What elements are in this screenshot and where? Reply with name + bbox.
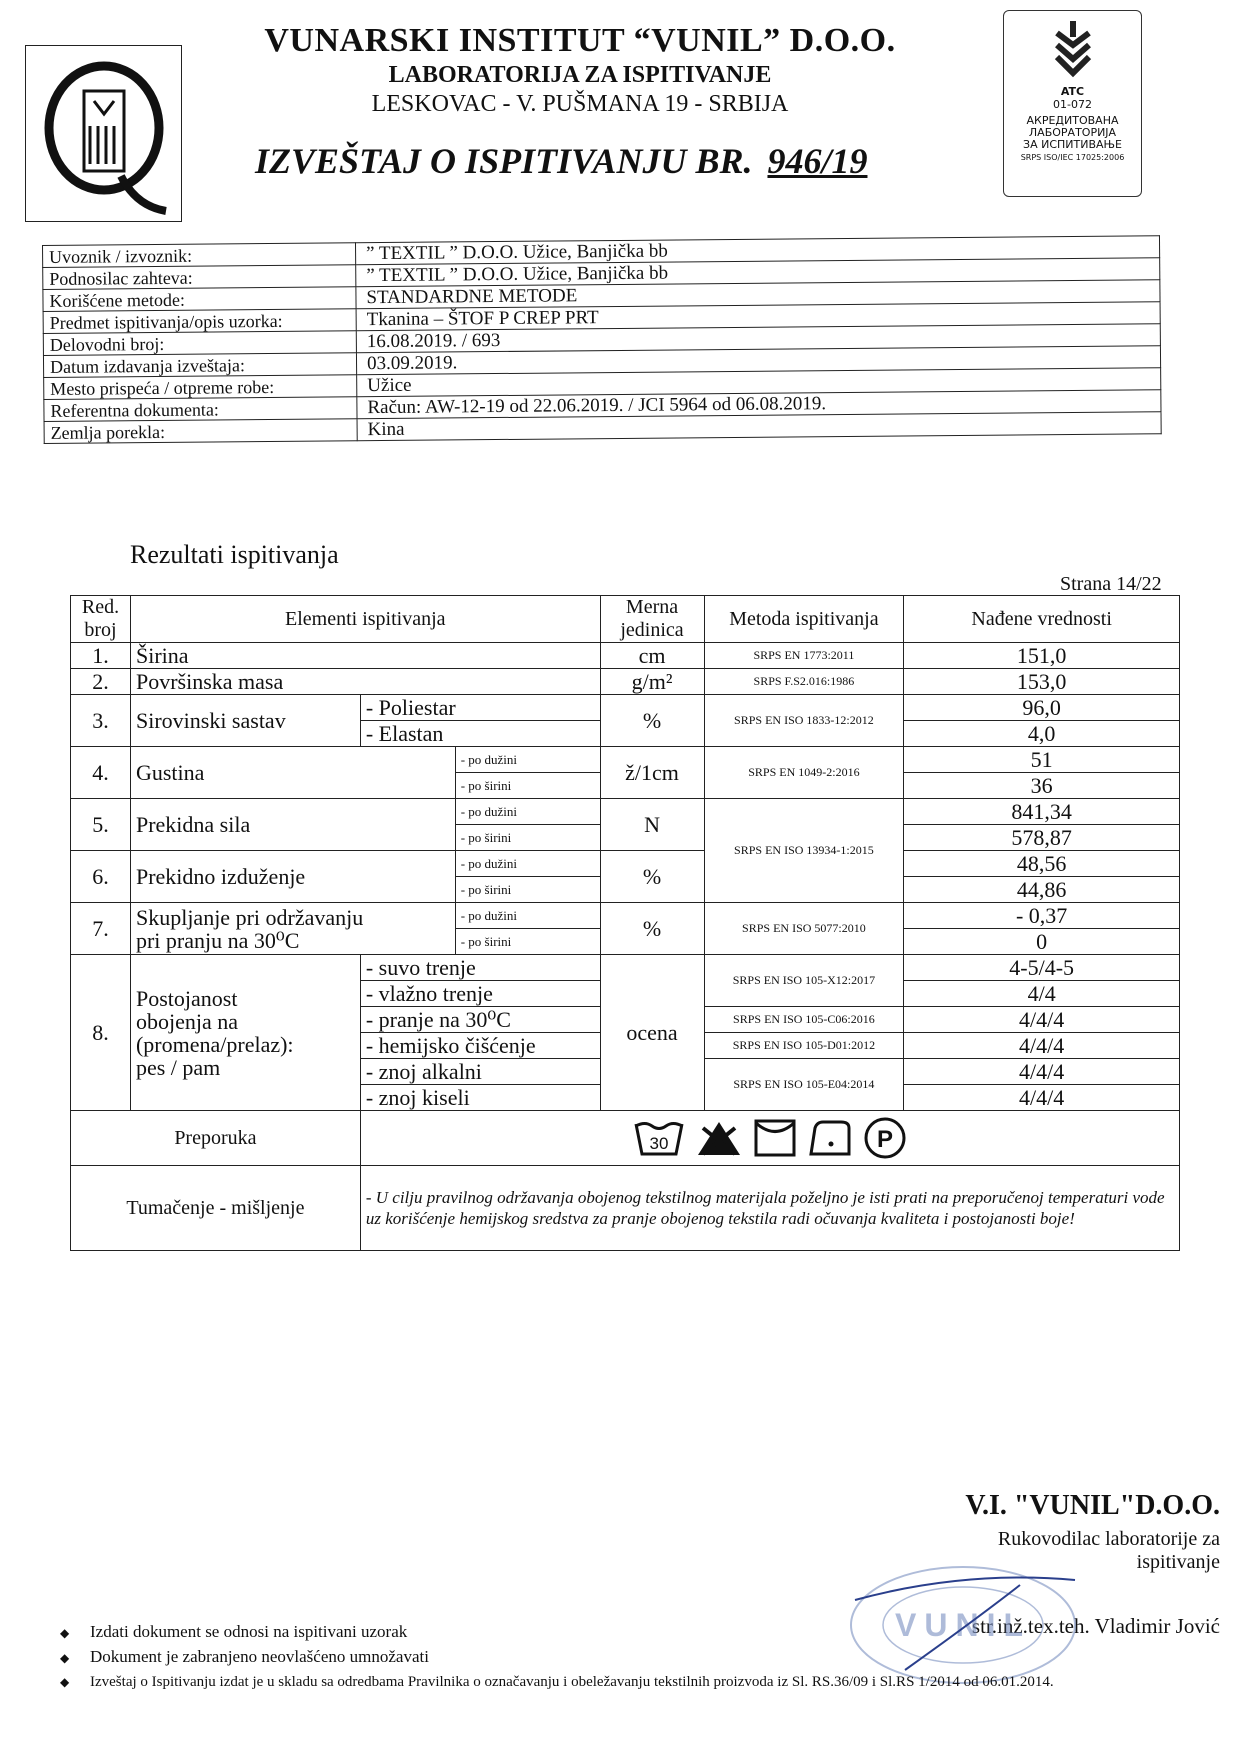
report-title-text: IZVEŠTAJ O ISPITIVANJU BR. — [255, 141, 753, 181]
table-row — [71, 903, 1180, 929]
q-logo-icon — [26, 46, 181, 221]
row-sub: - po širini — [455, 877, 600, 903]
row-name: Gustina — [130, 747, 455, 799]
row-sub: - po širini — [455, 929, 600, 955]
row-method: SRPS EN ISO 105-C06:2016 — [704, 1007, 904, 1033]
row-value: 51 — [904, 747, 1180, 773]
row-value: 4/4 — [904, 981, 1180, 1007]
info-key: Datum izdavanja izveštaja: — [43, 353, 356, 378]
bullet-icon: ◆ — [60, 1675, 70, 1689]
row-name: Prekidno izduženje — [130, 851, 455, 903]
atc-text-line2: ЛАБОРАТОРИЈА — [1028, 126, 1117, 139]
row-value: 841,34 — [904, 799, 1180, 825]
info-value: Račun: AW-12-19 od 22.06.2019. / JCI 5964 od 06.08.2019. — [357, 390, 1161, 419]
row-value: 578,87 — [904, 825, 1180, 851]
do-not-bleach-icon — [695, 1118, 743, 1158]
row-sub: - po dužini — [455, 747, 600, 773]
row-sub: - vlažno trenje — [360, 981, 600, 1007]
info-key: Predmet ispitivanja/opis uzorka: — [43, 309, 356, 334]
row-unit: % — [600, 695, 704, 747]
row-name: Prekidna sila — [130, 799, 455, 851]
row-value: 96,0 — [904, 695, 1180, 721]
row-value: 0 — [904, 929, 1180, 955]
info-value: Užice — [357, 368, 1161, 397]
atc-number: 01-072 — [1053, 98, 1092, 111]
row-value: 44,86 — [904, 877, 1180, 903]
dry-flat-icon — [753, 1118, 797, 1158]
row-value: 4,0 — [904, 721, 1180, 747]
footer-text: Dokument je zabranjeno neovlašćeno umnožavati — [90, 1647, 429, 1666]
row-number: 4. — [71, 747, 131, 799]
row-name: Širina — [130, 643, 600, 669]
header-values: Nađene vrednosti — [904, 596, 1180, 643]
info-value: Tkanina – ŠTOF P CREP PRT — [356, 302, 1160, 331]
info-table — [42, 235, 1162, 444]
row-name-line1: Postojanost — [135, 985, 238, 1011]
row-name-line3: (promena/prelaz): — [135, 1031, 294, 1057]
row-number: 8. — [71, 955, 131, 1111]
header-element: Elementi ispitivanja — [130, 596, 600, 643]
footer-notes — [60, 1620, 1054, 1694]
header-method: Metoda ispitivanja — [704, 596, 904, 643]
row-sub: - znoj alkalni — [360, 1059, 600, 1085]
page-number: Strana 14/22 — [1060, 573, 1162, 595]
wash-temp: 30 — [649, 1134, 669, 1153]
row-value: 4-5/4-5 — [904, 955, 1180, 981]
row-value: - 0,37 — [904, 903, 1180, 929]
info-key: Korišćene metode: — [43, 287, 356, 312]
table-row — [71, 851, 1180, 877]
signature-company: V.I. "VUNIL"D.O.O. — [965, 1490, 1220, 1521]
row-number: 5. — [71, 799, 131, 851]
row-name-line2: obojenja na — [135, 1008, 238, 1034]
info-value: ” TEXTIL ” D.O.O. Užice, Banjička bb — [355, 236, 1159, 265]
footer-item — [60, 1670, 1054, 1694]
report-number: 946/19 — [767, 141, 868, 181]
row-number: 1. — [71, 643, 131, 669]
atc-text — [1004, 115, 1141, 151]
preporuka-label: Preporuka — [71, 1111, 361, 1166]
row-name-line1: Skupljanje pri održavanju — [135, 904, 364, 930]
info-key: Uvoznik / izvoznik: — [43, 243, 356, 268]
row-value: 4/4/4 — [904, 1059, 1180, 1085]
row-sub: - hemijsko čišćenje — [360, 1033, 600, 1059]
atc-text-line3: ЗА ИСПИТИВАЊЕ — [1023, 138, 1122, 151]
row-sub: - po širini — [455, 825, 600, 851]
table-row — [71, 695, 1180, 721]
row-unit: cm — [600, 643, 704, 669]
header-no: Red. broj — [71, 596, 131, 643]
row-sub: - po dužini — [455, 903, 600, 929]
atc-text-line1: АКРЕДИТОВАНА — [1026, 114, 1119, 127]
table-row — [71, 643, 1180, 669]
table-row — [71, 747, 1180, 773]
row-name — [130, 903, 455, 955]
row-number: 6. — [71, 851, 131, 903]
row-name — [130, 955, 360, 1111]
row-method: SRPS EN ISO 13934-1:2015 — [704, 799, 904, 903]
row-sub: - po dužini — [455, 851, 600, 877]
row-method: SRPS EN 1049-2:2016 — [704, 747, 904, 799]
row-sub: - pranje na 30⁰C — [360, 1007, 600, 1033]
row-unit: ž/1cm — [600, 747, 704, 799]
header-row — [71, 596, 1180, 643]
header-unit: Merna jedinica — [600, 596, 704, 643]
laboratory-name: LABORATORIJA ZA ISPITIVANJE — [388, 62, 772, 88]
results-table — [70, 595, 1180, 1251]
signature-name: str.inž.tex.teh. Vladimir Jović — [971, 1614, 1220, 1638]
tumacenje-text: - U cilju pravilnog održavanja obojenog tekstilnog materijala poželjno je isti prati na preporučenoj temperaturi vode uz korišćenje hemijskog sredstva za pranje obojenog tekstila radi očuvanja kvaliteta i postojanosti boje! — [360, 1166, 1179, 1251]
row-sub: - znoj kiseli — [360, 1085, 600, 1111]
table-row — [71, 955, 1180, 981]
bullet-icon: ◆ — [60, 1651, 70, 1665]
info-key: Podnosilac zahteva: — [43, 265, 356, 290]
row-method: SRPS EN ISO 5077:2010 — [704, 903, 904, 955]
row-value: 4/4/4 — [904, 1085, 1180, 1111]
tumacenje-label: Tumačenje - mišljenje — [71, 1166, 361, 1251]
iron-low-icon — [807, 1118, 853, 1158]
row-number: 7. — [71, 903, 131, 955]
info-key: Zemlja porekla: — [44, 419, 357, 444]
row-method: SRPS EN ISO 105-D01:2012 — [704, 1033, 904, 1059]
info-value: 16.08.2019. / 693 — [356, 324, 1160, 353]
row-method: SRPS EN 1773:2011 — [704, 643, 904, 669]
atc-code: ATC — [1060, 85, 1085, 98]
row-unit: N — [600, 799, 704, 851]
row-number: 2. — [71, 669, 131, 695]
info-value: 03.09.2019. — [356, 346, 1160, 375]
stamp-text: VUNIL — [895, 1607, 1031, 1643]
row-method: SRPS EN ISO 105-X12:2017 — [704, 955, 904, 1007]
row-name-line4: pes / pam — [135, 1054, 221, 1080]
row-value: 151,0 — [904, 643, 1180, 669]
dry-clean-p-icon — [863, 1116, 907, 1160]
row-sub: - suvo trenje — [360, 955, 600, 981]
table-row — [71, 799, 1180, 825]
row-value: 36 — [904, 773, 1180, 799]
row-sub: - Elastan — [360, 721, 600, 747]
row-sub: - po širini — [455, 773, 600, 799]
report-header — [200, 22, 960, 118]
atc-standard: SRPS ISO/IEC 17025:2006 — [1020, 153, 1125, 162]
accreditation-badge — [1003, 10, 1142, 197]
care-symbols — [360, 1111, 1179, 1166]
institute-name: VUNARSKI INSTITUT “VUNIL” D.O.O. — [264, 22, 896, 59]
row-value: 4/4/4 — [904, 1007, 1180, 1033]
row-value: 4/4/4 — [904, 1033, 1180, 1059]
signature-role: Rukovodilac laboratorije za ispitivanje — [997, 1528, 1220, 1573]
info-key: Delovodni broj: — [43, 331, 356, 356]
institute-address: LESKOVAC - V. PUŠMANA 19 - SRBIJA — [371, 91, 789, 117]
row-value: 48,56 — [904, 851, 1180, 877]
tumacenje-row — [71, 1166, 1180, 1251]
row-number: 3. — [71, 695, 131, 747]
row-sub: - Poliestar — [360, 695, 600, 721]
row-value: 153,0 — [904, 669, 1180, 695]
row-unit: ocena — [600, 955, 704, 1111]
info-value: STANDARDNE METODE — [356, 280, 1160, 309]
preporuka-row — [71, 1111, 1180, 1166]
info-key: Mesto prispeća / otpreme robe: — [44, 375, 357, 400]
footer-text: Izveštaj o Ispitivanju izdat je u skladu sa odredbama Pravilnika o označavanju i obeležavanju tekstilnih proizvoda iz Sl. RS.36/09 i Sl.RS 1/2014 od 06.01.2014. — [90, 1674, 1054, 1690]
atc-logo-icon — [1051, 19, 1095, 79]
row-unit: % — [600, 903, 704, 955]
bullet-icon: ◆ — [60, 1626, 70, 1640]
footer-item — [60, 1620, 1054, 1645]
footer-item — [60, 1645, 1054, 1670]
info-key: Referentna dokumenta: — [44, 397, 357, 422]
wash-30-icon — [633, 1118, 685, 1158]
table-row — [71, 669, 1180, 695]
info-value: ” TEXTIL ” D.O.O. Užice, Banjička bb — [356, 258, 1160, 287]
row-unit: g/m² — [600, 669, 704, 695]
results-heading: Rezultati ispitivanja — [130, 540, 339, 569]
row-method: SRPS EN ISO 1833-12:2012 — [704, 695, 904, 747]
row-sub: - po dužini — [455, 799, 600, 825]
svg-text:P: P — [876, 1126, 893, 1153]
row-name-line2: pri pranju na 30⁰C — [135, 927, 300, 953]
row-method: SRPS EN ISO 105-E04:2014 — [704, 1059, 904, 1111]
row-unit: % — [600, 851, 704, 903]
row-name: Sirovinski sastav — [130, 695, 360, 747]
info-value: Kina — [357, 412, 1161, 441]
institute-logo — [25, 45, 182, 222]
footer-text: Izdati dokument se odnosi na ispitivani uzorak — [90, 1622, 408, 1641]
row-name: Površinska masa — [130, 669, 600, 695]
row-method: SRPS F.S2.016:1986 — [704, 669, 904, 695]
report-title — [255, 140, 867, 182]
